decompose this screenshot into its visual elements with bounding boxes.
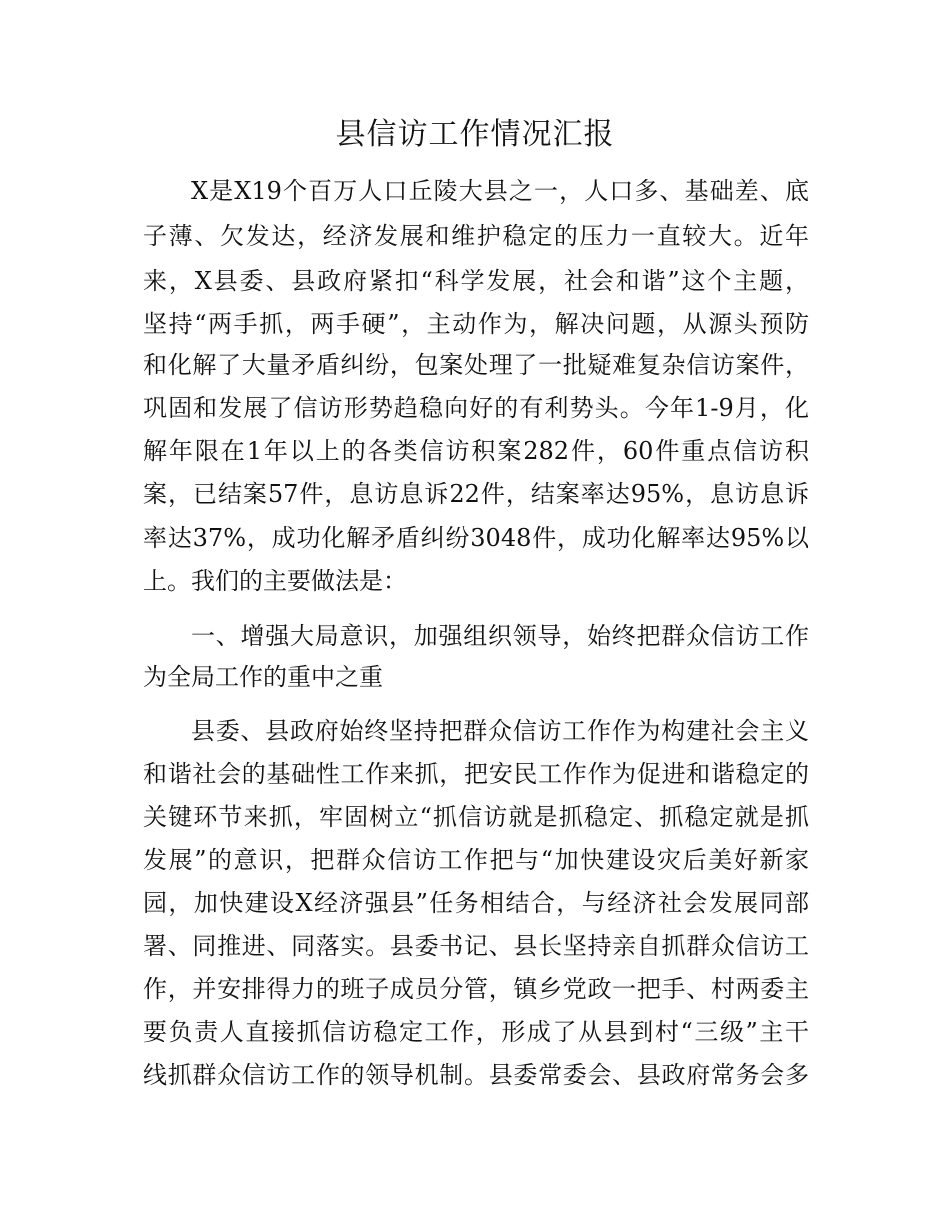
paragraph-line: 县委、县政府始终坚持把群众信访工作作为构建社会主义 [191, 717, 809, 745]
paragraph-line: 来，X县委、县政府紧扣“科学发展，社会和谐”这个主题， [143, 267, 809, 295]
paragraph-line: 关键环节来抓，牢固树立“抓信访就是抓稳定、抓稳定就是抓 [143, 803, 809, 831]
paragraph-line: 坚持“两手抓，两手硬”，主动作为，解决问题，从源头预防 [143, 310, 809, 338]
paragraph-line: 和化解了大量矛盾纠纷，包案处理了一批疑难复杂信访案件， [143, 351, 809, 379]
paragraph-line: 园，加快建设X经济强县”任务相结合，与经济社会发展同部 [143, 889, 809, 917]
paragraph-line: X是X19个百万人口丘陵大县之一，人口多、基础差、底 [191, 177, 809, 205]
paragraph-line: 上。我们的主要做法是： [143, 567, 407, 595]
paragraph-line: 和谐社会的基础性工作来抓，把安民工作作为促进和谐稳定的 [143, 760, 809, 788]
section-heading-line: 为全局工作的重中之重 [143, 663, 383, 691]
paragraph-line: 作，并安排得力的班子成员分管，镇乡党政一把手、村两委主 [143, 975, 809, 1003]
paragraph-line: 巩固和发展了信访形势趋稳向好的有利势头。今年1-9月，化 [143, 394, 809, 422]
section-heading-line: 一、增强大局意识，加强组织领导，始终把群众信访工作 [191, 622, 809, 650]
document-title: 县信访工作情况汇报 [335, 117, 615, 152]
paragraph-line: 解年限在1年以上的各类信访积案282件，60件重点信访积 [143, 437, 809, 465]
paragraph-line: 署、同推进、同落实。县委书记、县长坚持亲自抓群众信访工 [143, 932, 809, 960]
paragraph-line: 要负责人直接抓信访稳定工作，形成了从县到村“三级”主干 [143, 1018, 809, 1046]
paragraph-line: 率达37%，成功化解矛盾纠纷3048件，成功化解率达95%以 [143, 524, 809, 552]
paragraph-line: 案，已结案57件，息访息诉22件，结案率达95%，息访息诉 [143, 480, 809, 508]
paragraph-line: 子薄、欠发达，经济发展和维护稳定的压力一直较大。近年 [143, 222, 809, 250]
paragraph-line: 线抓群众信访工作的领导机制。县委常委会、县政府常务会多 [143, 1061, 809, 1089]
paragraph-line: 发展”的意识，把群众信访工作把与“加快建设灾后美好新家 [143, 846, 809, 874]
